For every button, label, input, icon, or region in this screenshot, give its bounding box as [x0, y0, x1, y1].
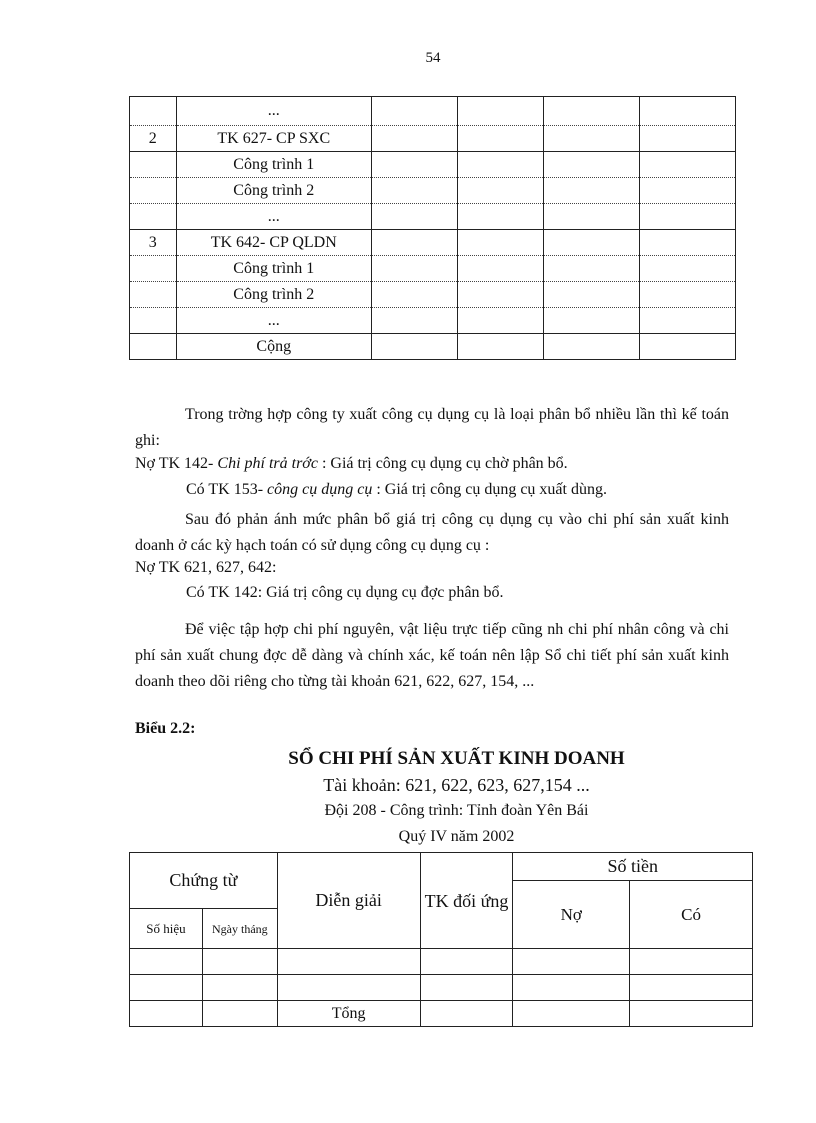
table-row: Công trình 2	[130, 178, 736, 204]
entry-credit-153: Có TK 153- công cụ dụng cụ : Giá trị công cụ dụng cụ xuất dùng.	[186, 481, 607, 498]
table-row: 3 TK 642- CP QLDN	[130, 230, 736, 256]
paragraph-1: Trong trờng hợp công ty xuất công cụ dụng cụ là loại phân bổ nhiều lần thì kế toán ghi:	[135, 406, 729, 449]
page-number: 54	[425, 50, 441, 66]
header-voucher-date: Ngày tháng	[202, 909, 277, 949]
paragraph-2: Sau đó phản ánh mức phân bổ giá trị công cụ dụng cụ vào chi phí sản xuất kinh doanh ở các kỳ hạch toán có sử dụng công cụ dụng cụ :	[135, 511, 729, 554]
entry-debit-621: Nợ TK 621, 627, 642:	[135, 559, 277, 576]
ledger-accounts: Tài khoản: 621, 622, 623, 627,154 ...	[323, 775, 590, 795]
header-description: Diễn giải	[277, 853, 420, 949]
ledger-title: SỔ CHI PHÍ SẢN XUẤT KINH DOANH	[288, 748, 625, 769]
header-debit: Nợ	[513, 881, 630, 949]
table-header-row	[130, 853, 753, 881]
paragraph-3: Để việc tập hợp chi phí nguyên, vật liệu trực tiếp cũng nh chi phí nhân công và chi phí sản xuất chung đợc dễ dàng và chính xác, kế toán nên lập Sổ chi tiết phí sản xuất kinh doanh theo dõi riêng cho từng tài khoản 621, 622, 627, 154, ...	[135, 621, 729, 690]
ledger-table	[129, 852, 753, 1027]
table-row	[130, 975, 753, 1001]
header-voucher-number: Số hiệu	[130, 909, 203, 949]
table-row: ...	[130, 97, 736, 126]
expense-allocation-table	[129, 96, 736, 360]
table-row: Công trình 2	[130, 282, 736, 308]
table-total-row: Cộng	[130, 334, 736, 360]
table-row	[130, 949, 753, 975]
ledger-team: Đội 208 - Công trình: Tỉnh đoàn Yên Bái	[324, 802, 589, 819]
header-amount: Số tiền	[513, 853, 753, 881]
table-row: Công trình 1	[130, 256, 736, 282]
header-voucher: Chứng từ	[130, 853, 278, 909]
table-row: 2 TK 627- CP SXC	[130, 126, 736, 152]
exhibit-label: Biểu 2.2:	[135, 720, 196, 737]
entry-debit-142: Nợ TK 142- Chi phí trả trớc : Giá trị công cụ dụng cụ chờ phân bổ.	[135, 455, 568, 472]
table-row: ...	[130, 204, 736, 230]
entry-credit-142: Có TK 142: Giá trị công cụ dụng cụ đợc phân bổ.	[186, 584, 504, 601]
ledger-period: Quý IV năm 2002	[398, 828, 515, 845]
table-total-row	[130, 1001, 753, 1027]
table-row: ...	[130, 308, 736, 334]
header-credit: Có	[630, 881, 753, 949]
header-contra-account: TK đối ứng	[420, 853, 513, 949]
table-row: Công trình 1	[130, 152, 736, 178]
total-label: Tổng	[277, 1001, 420, 1027]
